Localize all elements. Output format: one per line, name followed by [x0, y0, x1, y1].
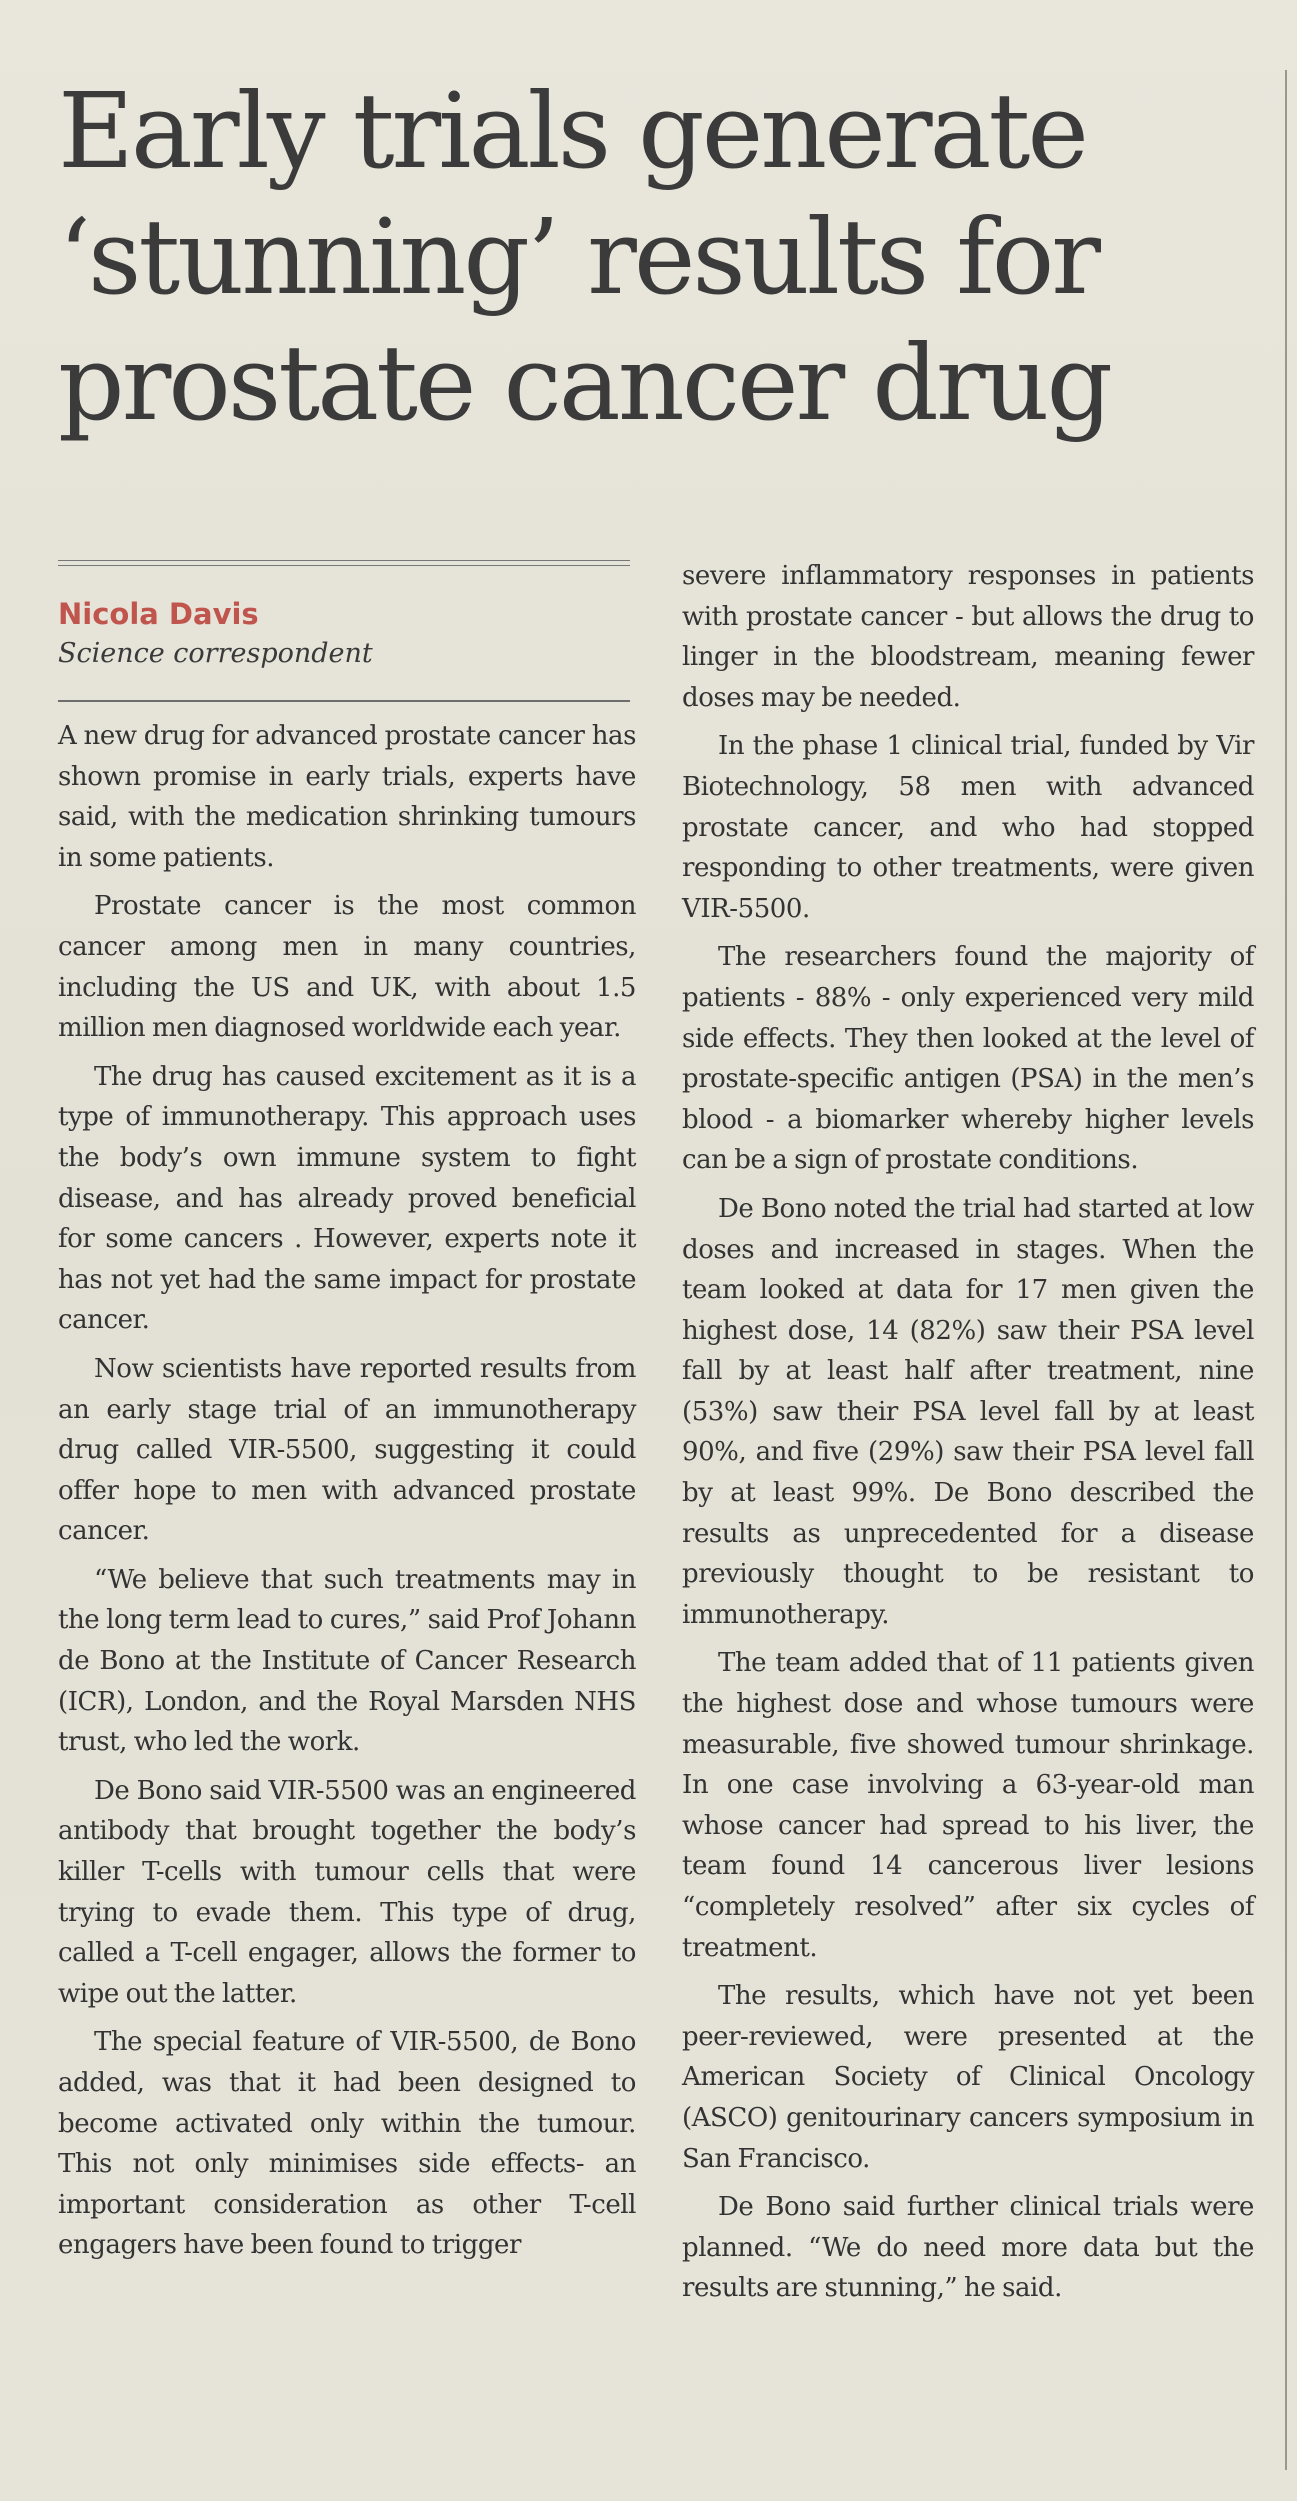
paragraph: Prostate cancer is the most common cancer among men in many countries, including the US and UK, with about 1.5 million men diagnosed worldwide each year. [58, 891, 636, 1044]
paragraph: In the phase 1 clinical trial, funded by Vir Biotechnology, 58 men with advanced prostate cancer, and who had stopped responding to other treatments, were given VIR-5500. [682, 731, 1254, 924]
paragraph: The special feature of VIR-5500, de Bono added, was that it had been designed to become activated only within the tumour. This not only minimises side effects- an important consideration as other T-cell engagers have been found to trigger [58, 2027, 636, 2261]
author-role: Science correspondent [58, 638, 373, 669]
author-name: Nicola Davis [58, 597, 259, 631]
paragraph: A new drug for advanced prostate cancer has shown promise in early trials, experts have said, with the medication shrinking tumours in some patients. [58, 721, 636, 873]
paragraph: “We believe that such treatments may in the long term lead to cures,” said Prof Johann de Bono at the Institute of Cancer Research (ICR), London, and the Royal Marsden NHS trust, who led the work. [58, 1564, 636, 1758]
right-column [682, 556, 1254, 2317]
headline: Early trials generate ‘stunning’ results for prostate cancer drug [58, 70, 1111, 444]
paragraph: De Bono said VIR-5500 was an engineered antibody that brought together the body’s killer T-cells with tumour cells that were trying to evade them. This type of drug, called a T-cell engager, allows the former to wipe out the latter. [58, 1775, 636, 2009]
paragraph: The researchers found the majority of patients - 88% - only experienced very mild side effects. They then looked at the level of prostate-specific antigen (PSA) in the men’s blood - a biomarker whereby higher levels can be a sign of prostate conditions. [682, 942, 1254, 1176]
byline-top-rule [58, 560, 630, 566]
paragraph: severe inflammatory responses in patients with prostate cancer - but allows the drug to linger in the bloodstream, meaning fewer doses may be needed. [682, 561, 1254, 713]
paragraph: De Bono said further clinical trials were planned. “We do need more data but the results are stunning,” he said. [682, 2192, 1254, 2304]
paragraph: Now scientists have reported results from an early stage trial of an immunotherapy drug called VIR-5500, suggesting it could offer hope to men with advanced prostate cancer. [58, 1353, 636, 1547]
paragraph: The team added that of 11 patients given the highest dose and whose tumours were measurable, five showed tumour shrinkage. In one case involving a 63-year-old man whose cancer had spread to his liver, the team found 14 cancerous liver lesions “completely resolved” after six cycles of treatment. [682, 1648, 1254, 1963]
page-edge-line [1285, 70, 1287, 2470]
paragraph: The results, which have not yet been peer-reviewed, were presented at the American Society of Clinical Oncology (ASCO) genitourinary cancers symposium in San Francisco. [682, 1981, 1254, 2174]
paragraph: De Bono noted the trial had started at low doses and increased in stages. When the team looked at data for 17 men given the highest dose, 14 (82%) saw their PSA level fall by at least half after treatment, nine (53%) saw their PSA level fall by at least 90%, and five (29%) saw their PSA level fall by at least 99%. De Bono described the results as unprecedented for a disease previously thought to be resistant to immunotherapy. [682, 1193, 1254, 1630]
byline-bottom-rule [58, 700, 630, 702]
byline [58, 594, 638, 674]
paragraph: The drug has caused excitement as it is a type of immunotherapy. This approach uses the body’s own immune system to fight disease, and has already proved beneficial for some cancers . However, experts note it has not yet had the same impact for prostate cancer. [58, 1061, 636, 1336]
left-column [58, 716, 636, 2274]
